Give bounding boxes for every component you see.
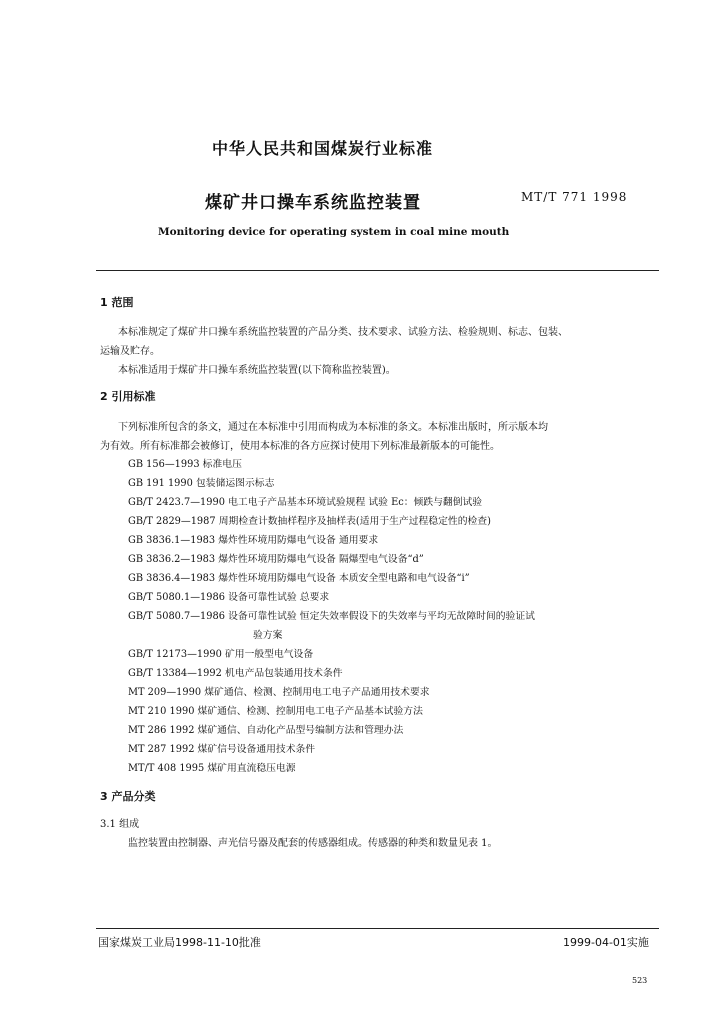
section-3-heading: 3 产品分类: [100, 790, 156, 803]
section-1-paragraph-2: 本标准适用于煤矿井口操车系统监控装置(以下简称监控装置)。: [118, 365, 396, 376]
reference-item: MT/T 408 1995 煤矿用直流稳压电源: [128, 763, 296, 774]
footer-divider: [96, 928, 659, 929]
section-2-paragraph-line-1: 下列标准所包含的条文，通过在本标准中引用而构成为本标准的条文。本标准出版时，所示版本均: [118, 422, 548, 433]
reference-item: GB/T 2829—1987 周期检查计数抽样程序及抽样表(适用于生产过程稳定性的检查): [128, 516, 491, 527]
section-2-heading: 2 引用标准: [100, 390, 156, 403]
section-2-paragraph-line-2: 为有效。所有标准都会被修订，使用本标准的各方应探讨使用下列标准最新版本的可能性。: [100, 441, 500, 452]
section-3-1-paragraph: 监控装置由控制器、声光信号器及配套的传感器组成。传感器的种类和数量见表 1。: [128, 838, 498, 849]
reference-item: GB/T 12173—1990 矿用一般型电气设备: [128, 649, 314, 660]
header-divider: [96, 270, 659, 271]
doc-code: MT/T 771 1998: [521, 190, 628, 204]
english-title: Monitoring device for operating system in coal mine mouth: [158, 226, 510, 238]
page-number: 523: [632, 976, 648, 985]
reference-item-continuation: 验方案: [253, 630, 283, 641]
reference-item: MT 286 1992 煤矿通信、自动化产品型号编制方法和管理办法: [128, 725, 404, 736]
reference-item: GB/T 5080.7—1986 设备可靠性试验 恒定失效率假设下的失效率与平均无故障时间的验证试: [128, 611, 535, 622]
reference-item: GB 3836.2—1983 爆炸性环境用防爆电气设备 隔爆型电气设备“d”: [128, 554, 424, 565]
reference-item: GB 191 1990 包装储运图示标志: [128, 478, 275, 489]
approval-line: 国家煤炭工业局1998-11-10批准: [98, 936, 261, 949]
reference-item: MT 209—1990 煤矿通信、检测、控制用电工电子产品通用技术要求: [128, 687, 430, 698]
reference-item: GB 3836.1—1983 爆炸性环境用防爆电气设备 通用要求: [128, 535, 379, 546]
section-1-heading: 1 范围: [100, 296, 134, 309]
section-1-paragraph-1-line-1: 本标准规定了煤矿井口操车系统监控装置的产品分类、技术要求、试验方法、检验规则、标志、包装、: [118, 327, 568, 338]
reference-item: GB 3836.4—1983 爆炸性环境用防爆电气设备 本质安全型电路和电气设备“i”: [128, 573, 470, 584]
reference-item: MT 287 1992 煤矿信号设备通用技术条件: [128, 744, 316, 755]
effective-date: 1999-04-01实施: [563, 936, 649, 949]
section-3-1-heading: 3.1 组成: [100, 819, 140, 830]
reference-item: MT 210 1990 煤矿通信、检测、控制用电工电子产品基本试验方法: [128, 706, 423, 717]
reference-item: GB/T 13384—1992 机电产品包装通用技术条件: [128, 668, 343, 679]
org-title: 中华人民共和国煤炭行业标准: [212, 139, 434, 158]
section-1-paragraph-1-line-2: 运输及贮存。: [100, 346, 160, 357]
reference-item: GB/T 2423.7—1990 电工电子产品基本环境试验规程 试验 Ec：倾跌与翻倒试验: [128, 497, 483, 508]
doc-title: 煤矿井口操车系统监控装置: [205, 193, 421, 213]
reference-item: GB/T 5080.1—1986 设备可靠性试验 总要求: [128, 592, 330, 603]
reference-item: GB 156—1993 标准电压: [128, 459, 242, 470]
